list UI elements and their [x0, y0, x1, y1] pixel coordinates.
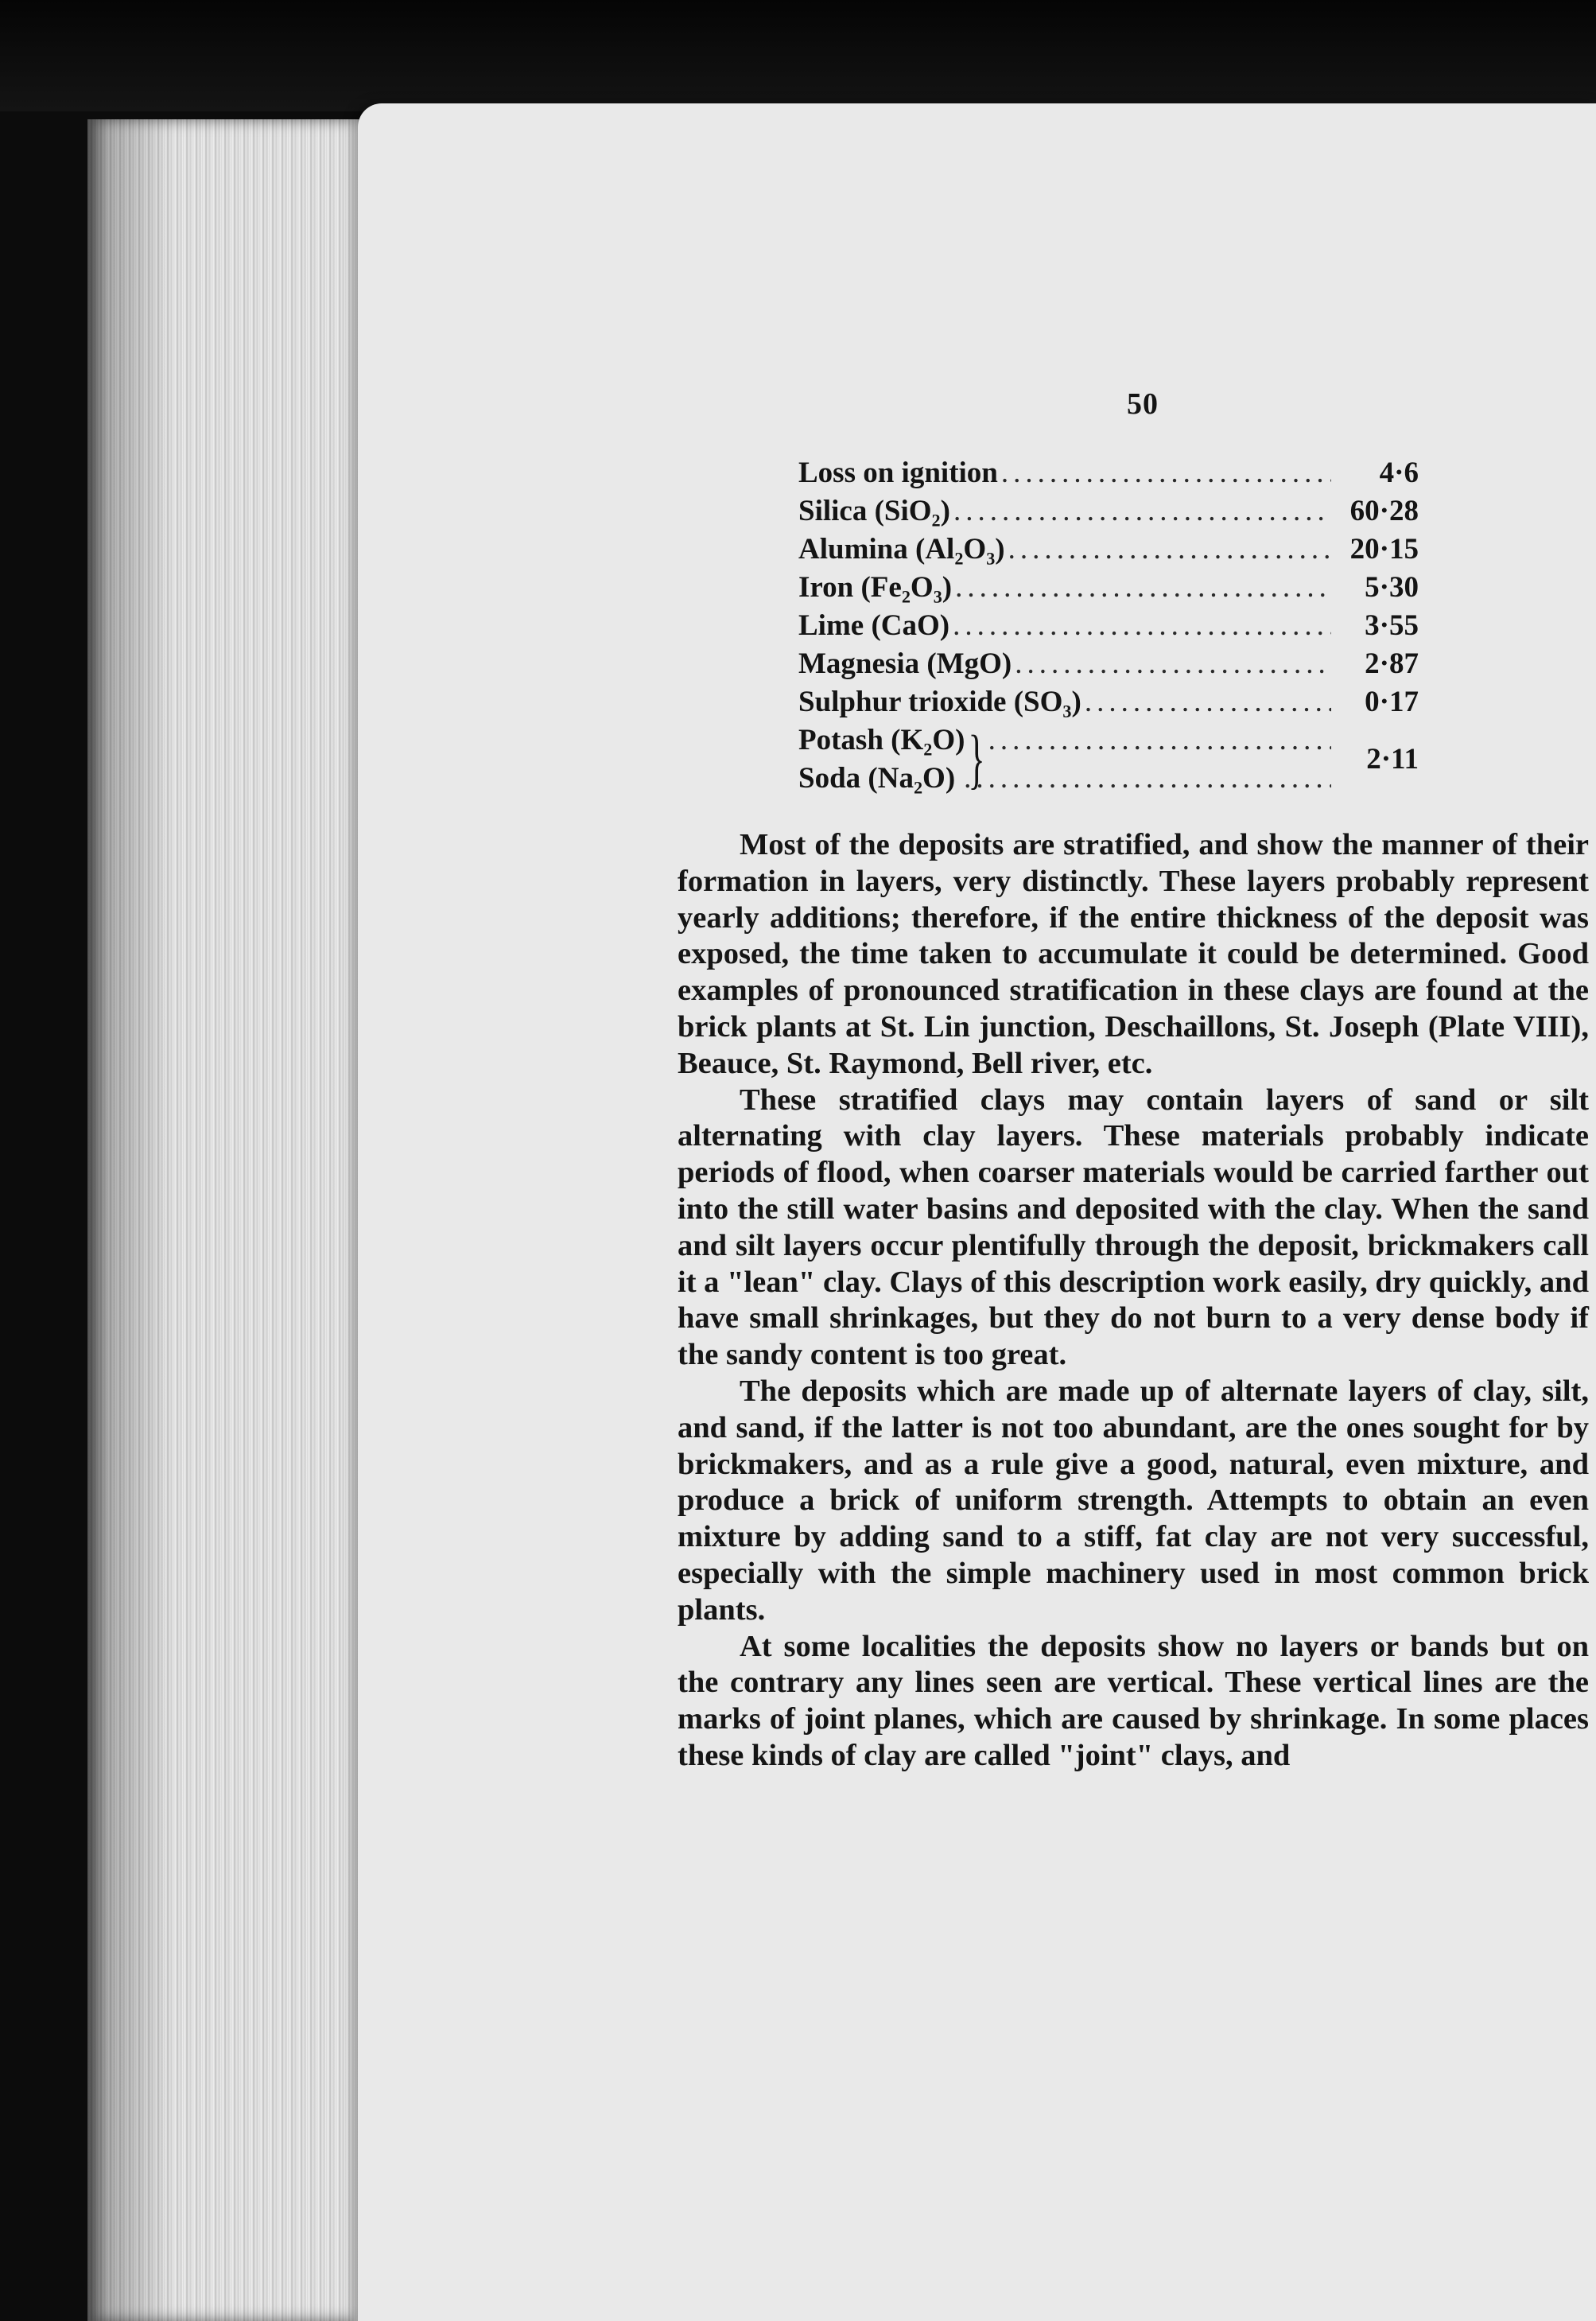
- alkalis-value: 2·11: [1366, 743, 1419, 776]
- page-edges-shading: [87, 119, 374, 2321]
- dot-leader: [988, 723, 1331, 757]
- analysis-value: 20·15: [1349, 532, 1419, 566]
- analysis-row: [798, 568, 1419, 606]
- body-text: [678, 827, 1589, 1775]
- right-brace: }: [968, 721, 985, 796]
- analysis-label: Lime (CaO): [798, 608, 950, 642]
- analysis-value: 4·6: [1379, 456, 1419, 489]
- analysis-label: Alumina (Al₂O₃): [798, 532, 1005, 566]
- analysis-value: 60·28: [1349, 494, 1419, 527]
- chemical-analysis-table: [798, 453, 1419, 797]
- analysis-label: Loss on ignition: [798, 456, 998, 489]
- dot-leader: [953, 608, 1331, 643]
- analysis-value: 5·30: [1365, 570, 1419, 604]
- dot-leader: [1085, 685, 1331, 719]
- page-number: 50: [1127, 387, 1159, 421]
- analysis-row: [798, 644, 1419, 682]
- analysis-label: Iron (Fe₂O₃): [798, 570, 953, 604]
- paragraph: At some localities the deposits show no layers or bands but on the contrary any lines seen are vertical. These vertical lines are the marks of joint planes, which are caused by shrinkage. In some places these kinds of clay are called "joint" clays, and: [678, 1629, 1589, 1772]
- analysis-label: Sulphur trioxide (SO₃): [798, 685, 1081, 718]
- analysis-label-soda: Soda (Na₂O): [798, 761, 956, 795]
- analysis-value: 0·17: [1365, 685, 1419, 718]
- analysis-label: Magnesia (MgO): [798, 647, 1012, 680]
- analysis-row: [798, 606, 1419, 644]
- analysis-value: 3·55: [1365, 608, 1419, 642]
- dot-leader: [964, 761, 1331, 795]
- paragraph: The deposits which are made up of alternate layers of clay, silt, and sand, if the latter is not too abundant, are the ones sought for by brickmakers, and as a rule give a good, natural, even mixture, and produce a brick of uniform strength. Attempts to obtain an even mixture by adding sand to a stiff, fat clay are not very successful, especially with the simple machinery used in most common brick plants.: [678, 1374, 1589, 1627]
- alkalis-group: [798, 721, 1419, 797]
- dot-leader: [1008, 532, 1331, 566]
- analysis-label: Silica (SiO₂): [798, 494, 950, 527]
- analysis-row: [798, 453, 1419, 492]
- dot-leader: [1001, 456, 1331, 490]
- dot-leader: [955, 570, 1331, 605]
- scan-background-shadow: [0, 0, 1596, 111]
- paragraph: These stratified clays may contain layers of sand or silt alternating with clay layers. These materials probably indicate periods of flood, when coarser materials would be carried farther out into the still water basins and deposited with the clay. When the sand and silt layers occur plentifully through the deposit, brickmakers call it a "lean" clay. Clays of this description work easily, dry quickly, and have small shrinkages, but they do not burn to a very dense body if the sandy content is too great.: [678, 1083, 1589, 1372]
- paragraph: Most of the deposits are stratified, and show the manner of their formation in layers, very distinctly. These layers probably represent yearly additions; therefore, if the entire thickness of the deposit was exposed, the time taken to accumulate it could be determined. Good examples of pronounced stratification in these clays are found at the brick plants at St. Lin junction, Deschaillons, St. Joseph (Plate VIII), Beauce, St. Raymond, Bell river, etc.: [678, 828, 1589, 1080]
- dot-leader: [953, 494, 1331, 528]
- analysis-row-soda: [798, 759, 1419, 797]
- analysis-value: 2·87: [1365, 647, 1419, 680]
- dot-leader: [1015, 647, 1331, 681]
- analysis-row: [798, 682, 1419, 721]
- analysis-row: [798, 530, 1419, 568]
- analysis-label-potash: Potash (K₂O): [798, 723, 965, 756]
- analysis-row: [798, 492, 1419, 530]
